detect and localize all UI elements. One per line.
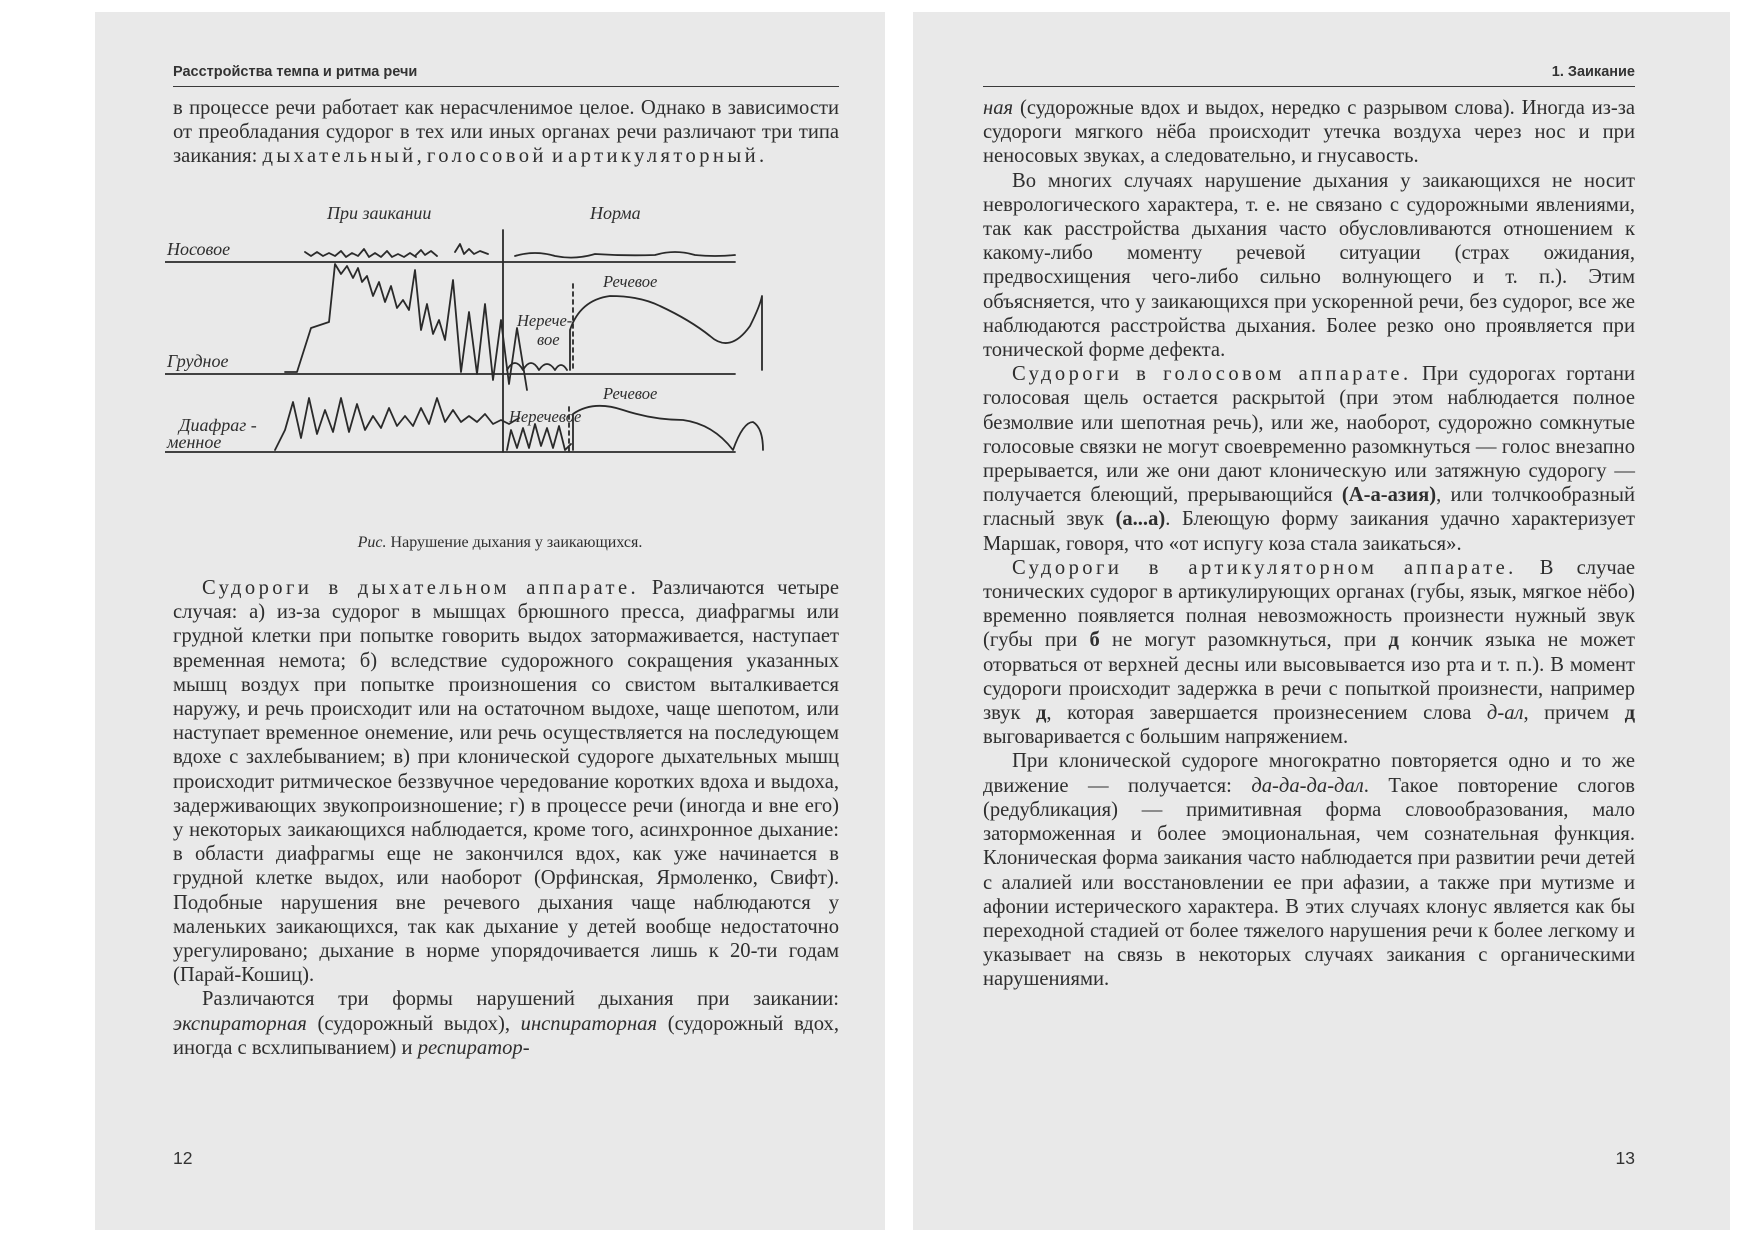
paragraph-breathing-apparatus: Судороги в дыхательном аппарате. Различаются четыре случая: а) из-за судорог в мышцах брюшного пресса, диафрагмы или грудной клетки при попытке говорить выдох затормаживается, наступает временная немота; б) вследствие судорожного сокращения указанных мышц воздух при попытке произношения со свистом выталкивается наружу, и речь происходит или на остаточном выдохе, чаще шепотом, или наступает временное онемение, или речь осуществляется на последующем вдохе с захлебыванием; в) при клонической судороге дыхательных мышц происходит ритмическое беззвучное чередование коротких вдоха и выдоха, задерживающих звукопроизношение; г) в процессе речи (иногда и вне его) у некоторых заикающихся наблюдается, кроме того, асинхронное дыхание: в области диафрагмы еще не закончился вдох, как уже начинается в грудной клетке выдох, или наоборот (Орфинская, Ярмоленко, Свифт). Подобные нарушения вне речевого дыхания чаще наблюдаются у маленьких заикающихся, так как дыхание у детей вообще недостаточно урегулировано; дыхание в норме упорядочивается лишь к 20-ти годам (Парай-Кошиц). bbox=[173, 577, 839, 987]
paragraph-clonic: При клонической судороге многократно повторяется одно и то же движение — получается: да-да-да-дал. Такое повторение слогов (редубликация) — примитивная форма словообразования, мало заторможенная и более эмоциональная, чем сознательная функция. Клоническая форма заикания часто наблюдается при развитии речи детей с алалией или восстановлении ее при афазии, а также при мутизме и афонии истерического характера. В этих случаях клонус является как бы переходной стадией от более тяжелого нарушения речи к более легкому и указывает на связь в некоторых случаях заикания с органическими нарушениями. bbox=[983, 750, 1636, 991]
trace-chest-stutter bbox=[285, 264, 527, 390]
page-number-right: 13 bbox=[1615, 1148, 1635, 1168]
figure-col-stutter: При заикании bbox=[327, 203, 432, 223]
page-number-left: 12 bbox=[173, 1148, 193, 1168]
section-heading-voice: Судороги в голосовом аппарате. bbox=[1012, 363, 1412, 386]
trace-nasal-stutter bbox=[305, 244, 488, 257]
paragraph-breathing-forms: Различаются три формы нарушений дыхания при заикании: экспираторная (судорожный выдох), инспираторная (судорожный вдох, иногда с всхлипыванием) и респиратор- bbox=[173, 988, 839, 1059]
label-chest-nonspeech-2: вое bbox=[537, 330, 560, 349]
breathing-traces bbox=[165, 212, 835, 532]
header-rule bbox=[173, 86, 839, 87]
label-diaphragm-nonspeech: Неречевое bbox=[509, 407, 582, 426]
left-page bbox=[95, 12, 885, 1230]
paragraph-continued: ная (судорожные вдох и выдох, нередко с разрывом слова). Иногда из-за судороги мягкого нёба происходит утечка воздуха через нос и при неносовых звуках, а следовательно, и гнусавость. bbox=[983, 97, 1635, 168]
paragraph-articulatory-apparatus: Судороги в артикуляторном аппарате. В случае тонических судорог в артикулирующих органах (губы, язык, мягкое нёбо) временно появляется полная невозможность произнести нужный звук (губы при б не могут разомкнуться, при д кончик языка не может оторваться от верхней десны или высовывается изо рта и т. п.). В момент судороги происходит задержка в речи с попыткой произнести, например звук д, которая завершается произнесением слова д-ал, причем д выговаривается с большим напряжением. bbox=[983, 556, 1635, 749]
label-diaphragm-speech: Речевое bbox=[603, 384, 658, 403]
label-diaphragm-1: Диафраг - bbox=[179, 415, 257, 435]
section-heading-breathing: Судороги в дыхательном аппарате. bbox=[202, 577, 640, 599]
left-main-text bbox=[173, 576, 839, 1060]
right-page bbox=[913, 12, 1730, 1230]
section-heading-articulatory: Судороги в артикуляторном аппарате. bbox=[1012, 556, 1517, 579]
intro-paragraph: в процессе речи работает как нерасчленимое целое. Однако в зависимости от преобладания судорог в тех или иных органах речи различают три типа заикания: дыхательный, голосовой и артикуляторный. bbox=[173, 97, 839, 168]
trace-nasal-norm bbox=[515, 252, 735, 258]
breathing-figure bbox=[165, 203, 835, 552]
label-chest: Грудное bbox=[167, 351, 229, 371]
figure-col-norm: Норма bbox=[590, 203, 641, 223]
trace-diaphragm-stutter bbox=[275, 398, 519, 450]
right-main-text bbox=[983, 96, 1635, 992]
label-nasal: Носовое bbox=[167, 239, 231, 259]
figure-caption: Рис. Нарушение дыхания у заикающихся. bbox=[357, 534, 643, 551]
running-head-right: 1. Заикание bbox=[1551, 64, 1635, 80]
label-diaphragm-2: менное bbox=[167, 432, 222, 452]
paragraph-non-neurological: Во многих случаях нарушение дыхания у заикающихся не носит неврологического характера, т. е. не связано с судорожными явлениями, так как расстройства дыхания часто обусловливаются отношением к какому-либо моменту речевой ситуации (страх ожидания, предвосхищения чего-либо сильно волнующего и т. п.). Этим объясняется, что у заикающихся при ускоренной речи, без судорог, все же наблюдаются расстройства дыхания. Более резко оно проявляется при тонической форме дефекта. bbox=[983, 169, 1635, 362]
paragraph-voice-apparatus: Судороги в голосовом аппарате. При судорогах гортани голосовая щель остается раскрытой (при этом наблюдается полное безмолвие или шепотная речь), или же, наоборот, судорожно сомкнутые голосовые связки не могут своевременно разомкнуться — голос внезапно прерывается, или же они дают клоническую или затяжную судорогу — получается блеющий, прерывающийся (А-а-азия), или толчкообразный гласный звук (а...а). Блеющую форму заикания удачно характеризует Маршак, говоря, что «от испугу коза стала заикаться». bbox=[983, 363, 1635, 555]
running-head-left: Расстройства темпа и ритма речи bbox=[173, 64, 418, 80]
label-chest-nonspeech-1: Нерече- bbox=[517, 311, 573, 330]
label-chest-speech: Речевое bbox=[603, 272, 658, 291]
header-rule bbox=[983, 86, 1635, 87]
